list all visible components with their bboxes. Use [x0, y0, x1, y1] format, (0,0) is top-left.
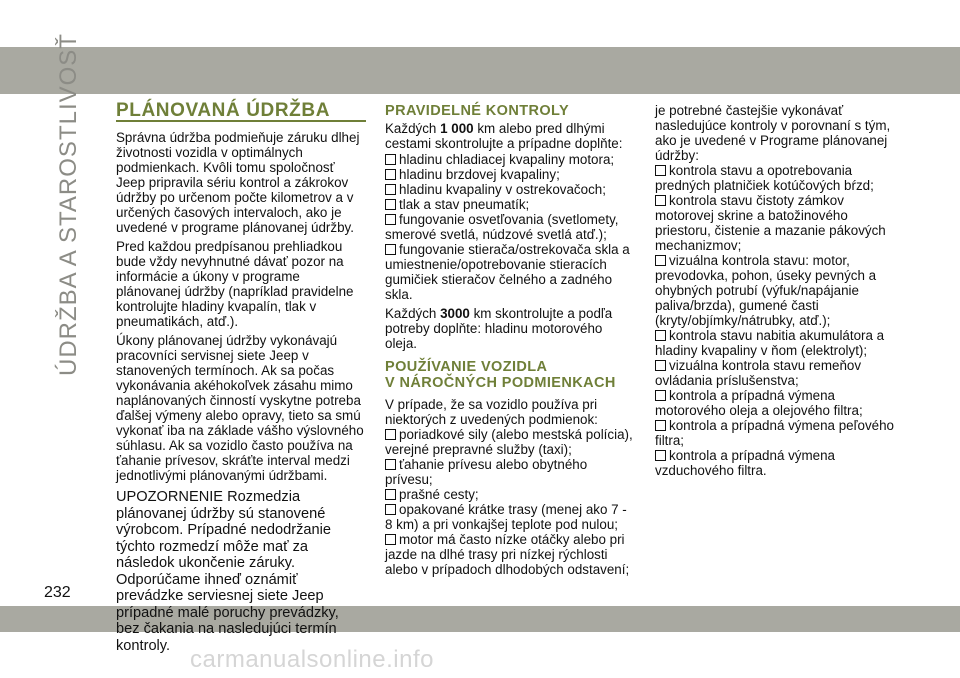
checkbox-icon [385, 199, 396, 210]
watermark: carmanualsonline.info [190, 646, 434, 673]
list-item: fungovanie osvetľovania (svetlomety, smerové svetlá, núdzové svetlá atď.); [385, 212, 619, 242]
header-band [0, 47, 960, 94]
chapter-side-title: ÚDRŽBA A STAROSTLIVOSŤ [55, 33, 82, 376]
list-item: hladinu chladiacej kvapaliny motora; [385, 152, 635, 167]
top-margin [0, 0, 960, 47]
column-middle [385, 103, 635, 577]
checkbox-icon [655, 450, 666, 461]
list-item: hladinu brzdovej kvapaliny; [385, 167, 635, 182]
list-item: kontrola a prípadná výmena vzduchového filtra. [655, 448, 835, 478]
checkbox-icon [385, 429, 396, 440]
paragraph: Správna údržba podmieňuje záruku dlhej životnosti vozidla v optimálnych podmienkach. Kvôli tomu spoločnosť Jeep pripravila sériu kontrol a zákrokov údržby po určenom počte kilometrov a v určených časových intervaloch, ako je uvedené v programe plánovanej údržby. [116, 130, 360, 235]
checkbox-icon [385, 214, 396, 225]
list-item: opakované krátke trasy (menej ako 7 - 8 km) a pri vonkajšej teplote pod nulou; [385, 502, 627, 532]
list-item: vizuálna kontrola stavu remeňov ovládania príslušenstva; [655, 358, 862, 388]
column-left [116, 100, 366, 658]
list-item: kontrola stavu a opotrebovania predných platničiek kotúčových bŕzd; [655, 163, 874, 193]
section-heading-regular-checks: PRAVIDELNÉ KONTROLY [385, 103, 570, 119]
checkbox-icon [385, 534, 396, 545]
paragraph: Úkony plánovanej údržby vykonávajú pracovníci servisnej siete Jeep v stanovených termínoch. Ak sa počas vykonávania akéhokoľvek zásahu mimo naplánovaných činností vyskytne potreba ďalšej výmeny alebo opravy, tieto sa smú vykonať iba na základe vášho výslovného súhlasu. Ak sa vozidlo často používa na ťahanie prívesov, skráťte interval medzi jednotlivými plánovanými údržbami. [116, 333, 364, 483]
list-item: hladinu kvapaliny v ostrekovačoch; [385, 182, 635, 197]
paragraph: Pred každou predpísanou prehliadkou bude vždy nevyhnutné dávať pozor na informácie a úkony v programe plánovanej údržby (napríklad pravidelne kontrolujte hladiny kvapalín, tlak v pneumatikách, atď.). [116, 239, 354, 329]
list-item: vizuálna kontrola stavu: motor, prevodovka, pohon, úseky pevných a ohybných potrubí (výfuk/napájanie paliva/brzda), gumené časti (kryty/objímky/nátrubky, atď.); [655, 253, 877, 328]
list-item: kontrola a prípadná výmena motorového oleja a olejového filtra; [655, 388, 863, 418]
checkbox-icon [655, 255, 666, 266]
checkbox-icon [655, 165, 666, 176]
checkbox-icon [655, 330, 666, 341]
list-item: kontrola a prípadná výmena peľového filtra; [655, 418, 894, 448]
list-item: kontrola stavu nabitia akumulátora a hladiny kvapaliny v ňom (elektrolyt); [655, 328, 885, 358]
list-item: kontrola stavu čistoty zámkov motorovej skrine a batožinového priestoru, čistenie a mazanie pákových mechanizmov; [655, 193, 886, 253]
warning-text: UPOZORNENIE Rozmedzia plánovanej údržby sú stanovené výrobcom. Prípadné nedodržanie týchto rozmedzí môže mať za následok ukončenie záruky. Odporúčame ihneď oznámiť prevádzke serviesnej siete Jeep prípadné malé poruchy prevádzky, bez čakania na nasledujúci termín kontroly. [116, 489, 339, 654]
checkbox-icon [385, 184, 396, 195]
checkbox-icon [385, 169, 396, 180]
page-number: 232 [44, 584, 71, 601]
checklist [385, 152, 635, 302]
checklist [655, 163, 900, 478]
checkbox-icon [385, 504, 396, 515]
checkbox-icon [655, 420, 666, 431]
list-item: motor má často nízke otáčky alebo pri jazde na dlhé trasy pri nízkej rýchlosti alebo v prípadoch dlhodobých odstavení; [385, 532, 630, 577]
checkbox-icon [655, 390, 666, 401]
section-heading-severe-conditions: POUŽÍVANIE VOZIDLA V NÁROČNÝCH PODMIENKACH [385, 359, 616, 391]
list-item: ťahanie prívesu alebo obytného prívesu; [385, 457, 588, 487]
checkbox-icon [655, 195, 666, 206]
intro-paragraph: V prípade, že sa vozidlo používa pri niektorých z uvedených podmienok: [385, 397, 598, 427]
checkbox-icon [385, 459, 396, 470]
list-item: fungovanie stierača/ostrekovača skla a umiestnenie/opotrebovanie stieracích gumičiek stieračov čelného a zadného skla. [385, 242, 630, 302]
list-item: poriadkové sily (alebo mestská polícia), verejné prepravné služby (taxi); [385, 427, 633, 457]
intro-paragraph: Každých 3000 km skontrolujte a podľa potreby doplňte: hladinu motorového oleja. [385, 306, 613, 351]
list-item: prašné cesty; [385, 487, 635, 502]
column-right [655, 103, 900, 478]
checkbox-icon [385, 244, 396, 255]
checkbox-icon [655, 360, 666, 371]
checkbox-icon [385, 154, 396, 165]
checkbox-icon [385, 489, 396, 500]
intro-paragraph: je potrebné častejšie vykonávať nasledujúce kontroly v porovnaní s tým, ako je uvedené v Programe plánovanej údržby: [655, 103, 891, 163]
section-heading-planned-maintenance: PLÁNOVANÁ ÚDRŽBA [116, 103, 366, 122]
intro-paragraph: Každých 1 000 km alebo pred dlhými cestami skontrolujte a prípadne doplňte: [385, 121, 623, 151]
checklist [385, 427, 635, 577]
list-item: tlak a stav pneumatík; [385, 197, 635, 212]
